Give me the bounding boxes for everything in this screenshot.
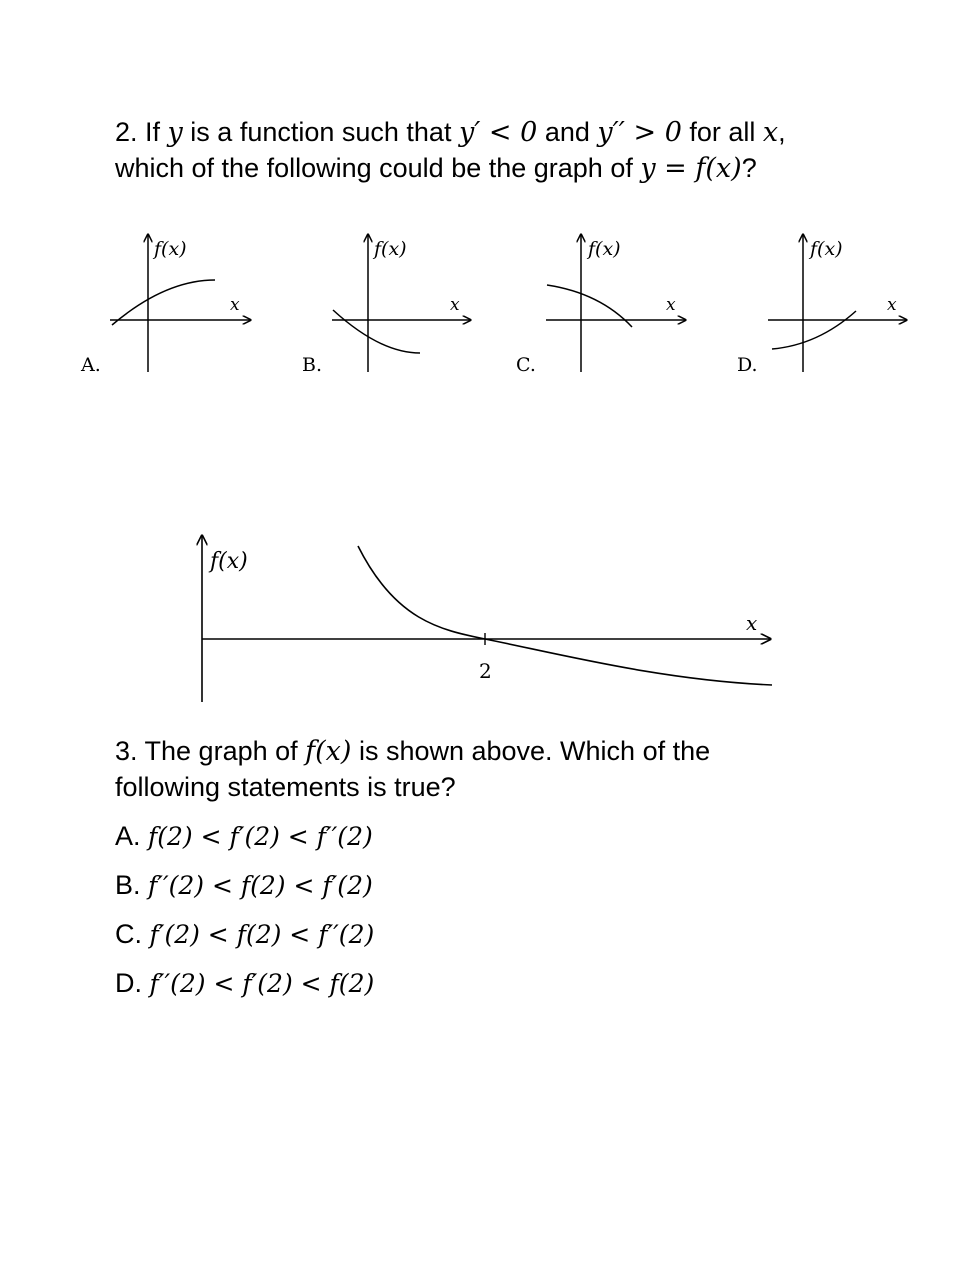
q3-option-d-label: D.: [115, 968, 150, 998]
graph-a-curve: [112, 280, 215, 325]
q2-line-2: [115, 153, 757, 184]
q2-mid2: for all: [681, 117, 763, 147]
graph-c-ylabel: f(x): [588, 238, 621, 260]
graph-a-ylabel: f(x): [154, 238, 187, 260]
q3-xlabel: x: [746, 611, 758, 635]
q3-option-b-expr: f′′(2) < f(2) < f′(2): [148, 871, 373, 900]
graph-b-label: B.: [302, 354, 323, 376]
q3-option-a-expr: f(2) < f′(2) < f′′(2): [148, 822, 373, 851]
graph-c-label: C.: [516, 354, 536, 376]
q2-line2-end: ?: [741, 153, 757, 183]
q3-option-c-label: C.: [115, 919, 150, 949]
graph-d-ylabel: f(x): [810, 238, 843, 260]
q3-option-b-label: B.: [115, 870, 149, 900]
q3-option-c-expr: f′(2) < f(2) < f′′(2): [149, 920, 375, 949]
graph-c: [516, 235, 685, 376]
q2-line2-expr: y = f(x): [640, 153, 742, 184]
q2-graphs: [70, 225, 940, 385]
q2-var-y: y: [167, 117, 183, 148]
q3-option-d[interactable]: [115, 968, 374, 999]
q3-tick-label: 2: [479, 659, 492, 683]
q3-ylabel: f(x): [210, 549, 248, 574]
q3-graph: [180, 530, 790, 710]
q3-line-1: [115, 736, 710, 767]
graph-a-label: A.: [81, 354, 101, 376]
q3-expr: f(x): [305, 736, 352, 767]
q3-option-a-label: A.: [115, 821, 149, 851]
q2-end: ,: [778, 117, 786, 147]
q2-and: and: [537, 117, 598, 147]
graph-b-ylabel: f(x): [374, 238, 407, 260]
graph-c-xlabel: x: [666, 295, 676, 315]
graph-b: [302, 235, 470, 376]
q3-curve: [358, 546, 772, 685]
q3-line-2: following statements is true?: [115, 772, 456, 802]
q2-prefix: 2. If: [115, 117, 168, 147]
q3-option-b[interactable]: [115, 870, 373, 901]
q3-rest: is shown above. Which of the: [351, 736, 711, 766]
graph-a: [80, 235, 250, 376]
graph-d: [737, 235, 906, 376]
q2-line2-text: which of the following could be the graph of: [115, 153, 641, 183]
graph-a-xlabel: x: [230, 295, 240, 315]
q3-option-a[interactable]: [115, 821, 373, 852]
q3-option-c[interactable]: [115, 919, 374, 950]
graph-d-curve: [772, 311, 856, 349]
q3-prefix: 3. The graph of: [115, 736, 306, 766]
graph-d-label: D.: [737, 354, 758, 376]
graph-d-xlabel: x: [887, 295, 897, 315]
q2-cond1: y′ < 0: [458, 117, 538, 148]
graph-b-xlabel: x: [450, 295, 460, 315]
q2-var-x: x: [762, 117, 779, 148]
q2-line-1: [115, 117, 786, 148]
q2-cond2: y′′ > 0: [597, 117, 682, 148]
graph-b-curve: [333, 310, 420, 353]
q2-mid1: is a function such that: [182, 117, 459, 147]
q3-option-d-expr: f′′(2) < f′(2) < f(2): [149, 969, 375, 998]
